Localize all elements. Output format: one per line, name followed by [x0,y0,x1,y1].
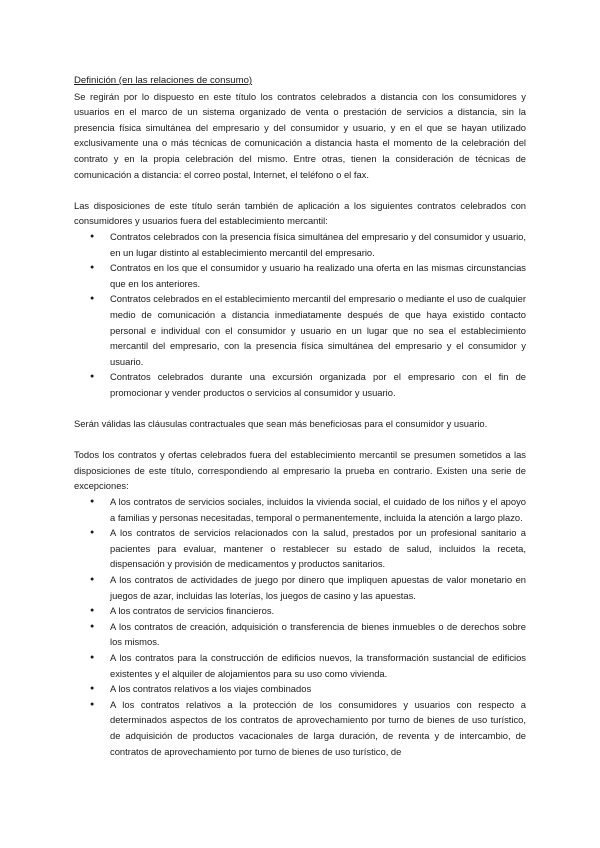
list-item: ● A los contratos de servicios relacionados con la salud, prestados por un profesional sanitario a pacientes para evaluar, mantener o restablecer su estado de salud, incluidos la receta, dispensación y provisión de medicamentos y productos sanitarios. [74,525,526,572]
contract-types-list [74,229,526,401]
spacer [74,182,526,198]
list-item: ● A los contratos de creación, adquisición o transferencia de bienes inmuebles o de derechos sobre los mismos. [74,619,526,650]
list-item: ● A los contratos de actividades de juego por dinero que impliquen apuestas de valor monetario en juegos de azar, incluidas las loterías, los juegos de casino y las apuestas. [74,572,526,603]
section-heading: Definición (en las relaciones de consumo) [74,75,253,86]
paragraph-clauses: Serán válidas las cláusulas contractuales que sean más beneficiosas para el consumidor y usuario. [74,418,488,430]
list-item: ● A los contratos de servicios sociales, incluidos la vivienda social, el cuidado de los niños y el apoyo a familias y personas necesitadas, temporal o permanentemente, incluida la atención a largo plazo. [74,494,526,525]
list-item: ● A los contratos relativos a los viajes combinados [74,681,526,697]
list-item: ● A los contratos de servicios financieros. [74,603,526,619]
paragraph-exceptions: Todos los contratos y ofertas celebrados fuera del establecimiento mercantil se presumen sometidos a las disposiciones de este título, correspondiendo al empresario la prueba en contrario. Existen una serie de excepciones: [74,449,526,492]
paragraph-scope: Las disposiciones de este título serán también de aplicación a los siguientes contratos celebrados con consumidores y usuarios fuera del establecimiento mercantil: [74,199,526,227]
list-item: ● Contratos celebrados durante una excursión organizada por el empresario con el fin de promocionar y vender productos o servicios al consumidor y usuario. [74,369,526,400]
list-item: ● Contratos celebrados con la presencia física simultánea del empresario y del consumidor y usuario, en un lugar distinto al establecimiento mercantil del empresario. [74,229,526,260]
exceptions-list [74,494,526,759]
paragraph-intro: Se regirán por lo dispuesto en este título los contratos celebrados a distancia con los consumidores y usuarios en el marco de un sistema organizado de venta o prestación de servicios a distancia, sin la presencia física simultánea del empresario y del consumidor y usuario, y en el que se hayan utilizado exclusivamente una o más técnicas de comunicación a distancia hasta el momento de la celebración del contrato y en la propia celebración del mismo. Entre otras, tienen la consideración de técnicas de comunicación a distancia: el correo postal, Internet, el teléfono o el fax. [74,90,526,180]
list-item: ● Contratos celebrados en el establecimiento mercantil del empresario o mediante el uso de cualquier medio de comunicación a distancia inmediatamente después de que haya existido contacto personal e individual con el consumidor y usuario en un lugar que no sea el establecimiento mercantil del empresario, con la presencia física simultánea del empresario y el consumidor y usuario. [74,291,526,369]
document-page [74,73,526,759]
list-item: ● Contratos en los que el consumidor y usuario ha realizado una oferta en las mismas circunstancias que en los anteriores. [74,260,526,291]
list-item: ● A los contratos relativos a la protección de los consumidores y usuarios con respecto a determinados aspectos de los contratos de aprovechamiento por turno de bienes de uso turístico, de adquisición de productos vacacionales de larga duración, de reventa y de intercambio, de contratos de aprovechamiento por turno de bienes de uso turístico, de [74,697,526,759]
spacer [74,432,526,448]
spacer [74,400,526,416]
list-item: ● A los contratos para la construcción de edificios nuevos, la transformación sustancial de edificios existentes y el alquiler de alojamientos para su uso como vivienda. [74,650,526,681]
